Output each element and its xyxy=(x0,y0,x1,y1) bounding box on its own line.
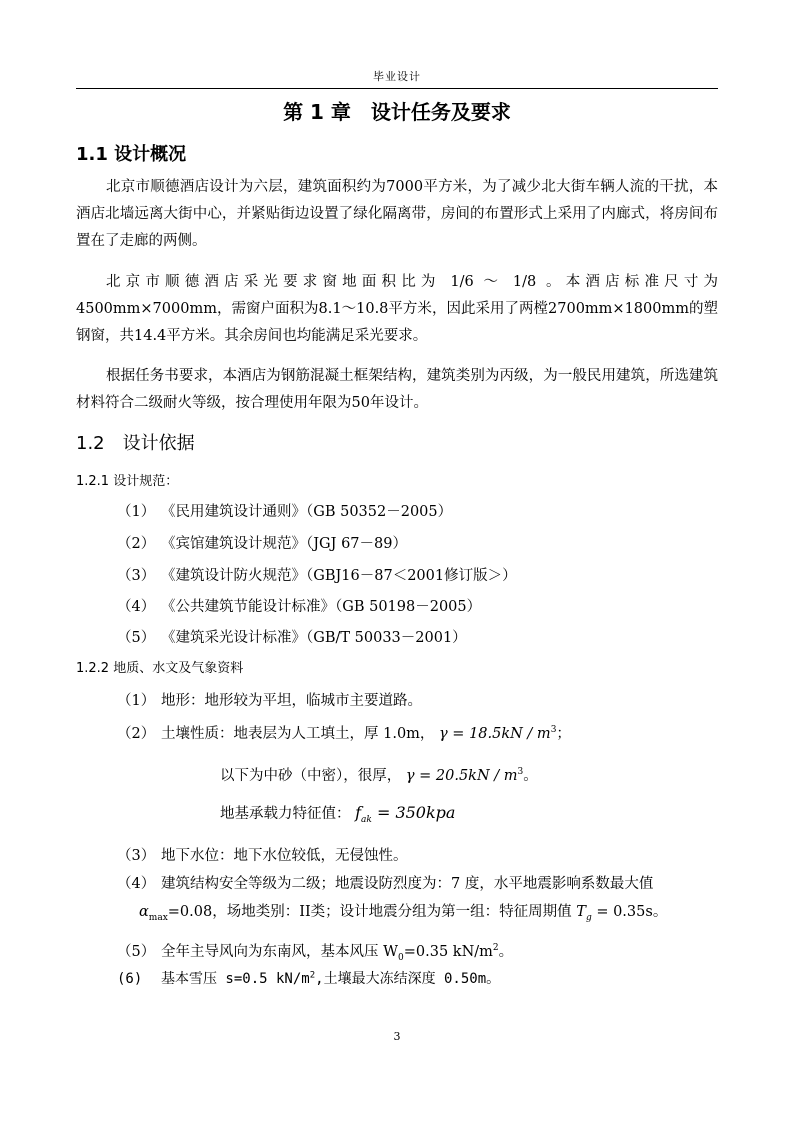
list-item: （5） 《建筑采光设计标准》（GB/T 50033－2001） xyxy=(117,630,467,646)
list-item: （5） 全年主导风向为东南风，基本风压 $W_0=0.35$ $kN/m^2$。 xyxy=(117,943,514,963)
formula: γ = 18.5kN / m xyxy=(439,726,551,742)
bearing-capacity-line: 地基承载力特征值： $f_{ak} = 350kpa$ xyxy=(220,803,456,825)
formula: γ = 20.5kN / m xyxy=(405,768,518,784)
list-item: （1） 地形：地形较为平坦，临城市主要道路。 xyxy=(117,693,422,709)
paragraph-2: 北京市顺德酒店采光要求窗地面积比为 1/6 ～ 1/8 。本酒店标准尺寸为4500mm×7000mm，需窗户面积为8.1～10.8平方米，因此采用了两樘2700mm×1800mm的塑钢窗，共14.4平方米。其余房间也均能满足采光要求。 xyxy=(76,274,718,344)
subsection-heading-1-2-1: 1.2.1 设计规范： xyxy=(76,474,179,489)
list-item: （2） 土壤性质：地表层为人工填土，厚 1.0m， $\gamma = 18.5kN / m^3$； xyxy=(117,725,571,742)
list-item: （2） 《宾馆建筑设计规范》（JGJ 67－89） xyxy=(117,536,407,552)
list-item: (6) 基本雪压 s=0.5 $kN/m^2$,土壤最大冻结深度 0.50m。 xyxy=(117,970,501,987)
list-item-continuation: $\alpha_{max}=0.08$，场地类别：II类；设计地震分组为第一组：特征周期值 $T_g = 0.35s$。 xyxy=(139,904,668,923)
chapter-title: 第 1 章 设计任务及要求 xyxy=(283,100,511,124)
soil-line-2: 以下为中砂（中密），很厚， $\gamma = 20.5kN / m^3$。 xyxy=(220,767,538,784)
list-item: （1） 《民用建筑设计通则》（GB 50352－2005） xyxy=(117,504,453,520)
list-item: （4） 建筑结构安全等级为二级；地震设防烈度为：7 度，水平地震影响系数最大值 $\alpha_{max}=0.08$，场地类别：II类；设计地震分组为第一组：特征周期值 $T_g = 0.35s$。 xyxy=(117,876,668,923)
section-heading-1-2: 1.2 设计依据 xyxy=(76,433,195,454)
section-heading-1-1: 1.1 设计概况 xyxy=(76,144,187,165)
paragraph-1: 北京市顺德酒店设计为六层，建筑面积约为7000平方米，为了减少北大街车辆人流的干扰，本酒店北墙远离大街中心，并紧贴街边设置了绿化隔离带，房间的布置形式上采用了内廊式，将房间布置在了走廊的两侧。 xyxy=(76,179,718,249)
page-number: 3 xyxy=(393,1030,401,1043)
list-item: （3） 《建筑设计防火规范》（GBJ16－87＜2001修订版＞） xyxy=(117,568,517,584)
subsection-heading-1-2-2: 1.2.2 地质、水文及气象资料 xyxy=(76,661,244,676)
paragraph-3: 根据任务书要求，本酒店为钢筋混凝土框架结构，建筑类别为丙级，为一般民用建筑，所选建筑材料符合二级耐火等级，按合理使用年限为50年设计。 xyxy=(76,368,718,411)
list-item: （3） 地下水位：地下水位较低，无侵蚀性。 xyxy=(117,848,408,864)
running-header: 毕业设计 xyxy=(373,70,421,83)
list-item: （4） 《公共建筑节能设计标准》（GB 50198－2005） xyxy=(117,599,482,615)
header-rule xyxy=(76,88,718,89)
